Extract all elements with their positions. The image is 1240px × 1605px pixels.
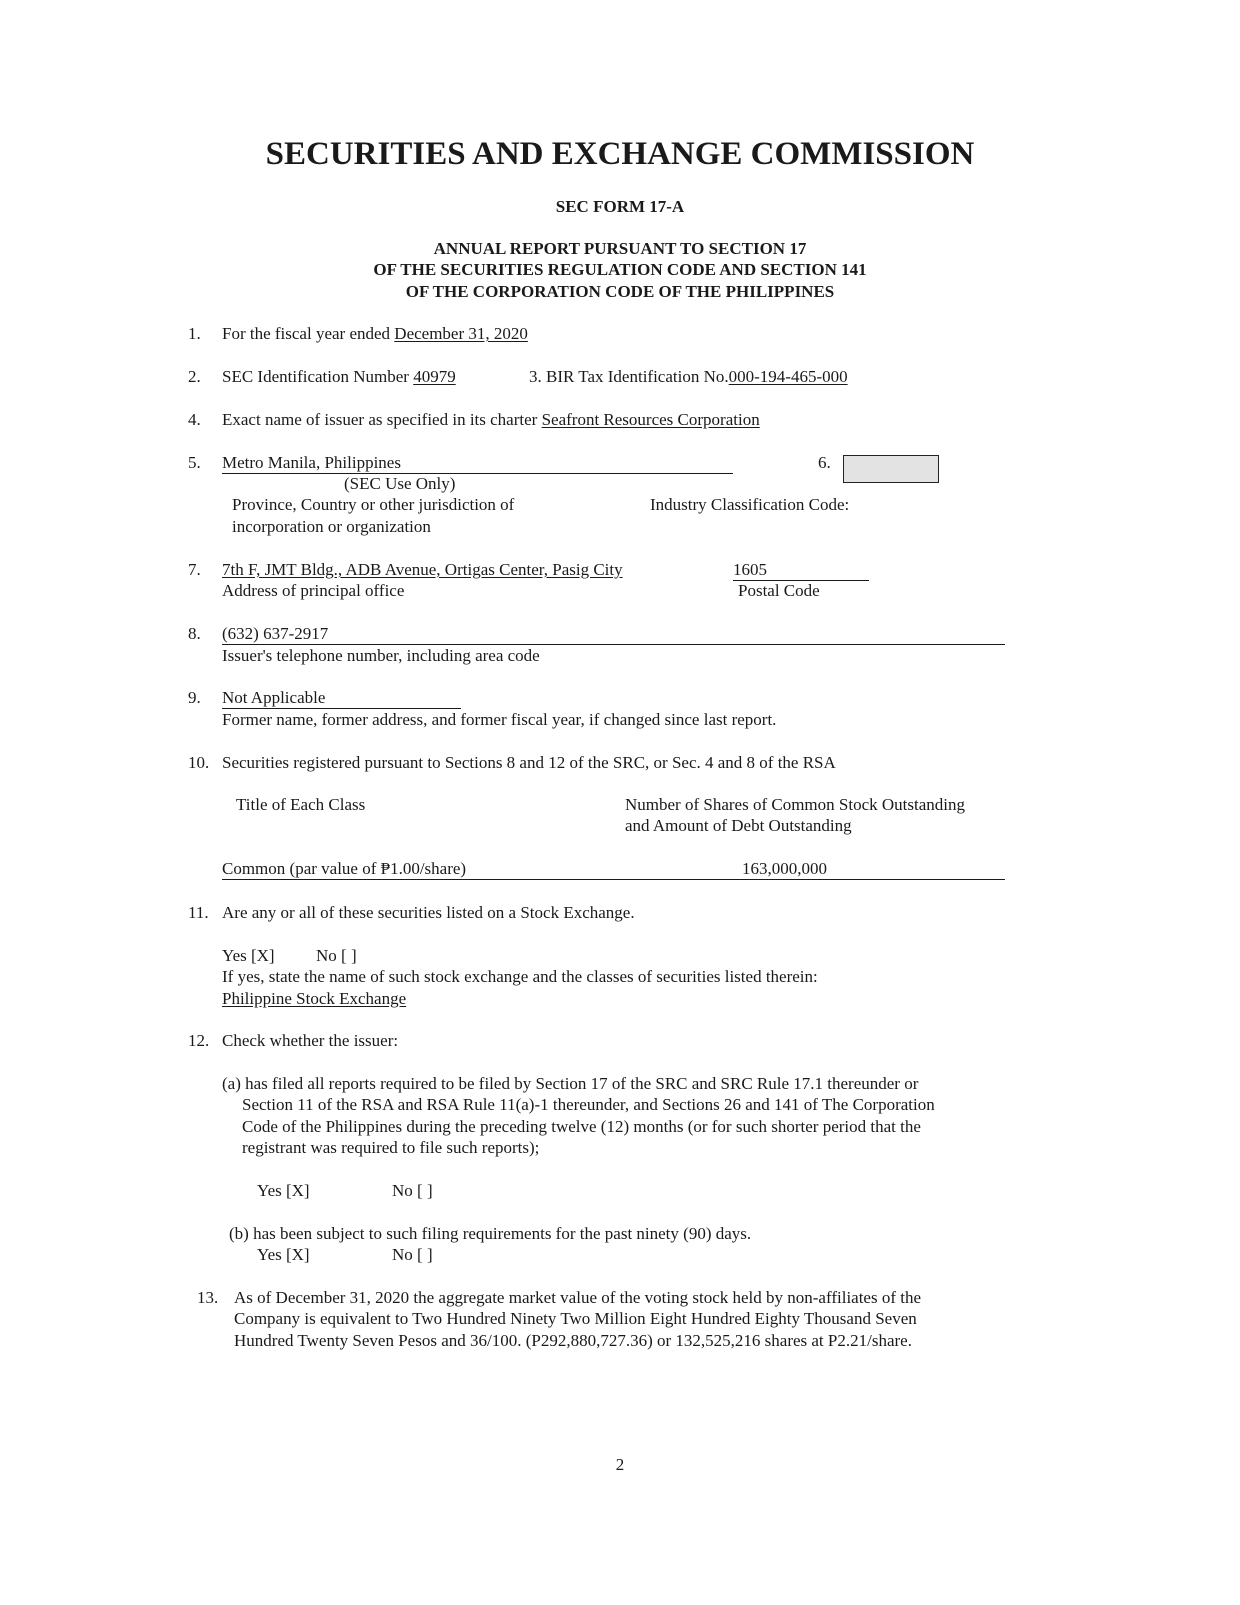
item-12a-line-1: (a) has filed all reports required to be filed by Section 17 of the SRC and SRC Rule 17.1 thereunder or	[222, 1074, 919, 1093]
listed-no-option: No [ ]	[316, 946, 357, 965]
item-6-number: 6.	[818, 453, 831, 472]
jurisdiction-caption-line-1: Province, Country or other jurisdiction of	[232, 495, 515, 514]
address-value: 7th F, JMT Bldg., ADB Avenue, Ortigas Center, Pasig City	[222, 560, 623, 579]
item-12a-line-4: registrant was required to file such reports);	[242, 1138, 540, 1157]
column-header-class: Title of Each Class	[236, 795, 366, 814]
page-title: SECURITIES AND EXCHANGE COMMISSION	[265, 136, 975, 172]
item-12-number: 12.	[188, 1031, 210, 1050]
item-7-number: 7.	[188, 560, 201, 579]
bir-tin-value: 000-194-465-000	[728, 367, 848, 386]
shares-outstanding-value: 163,000,000	[742, 859, 827, 878]
former-name-value: Not Applicable	[222, 688, 326, 707]
sec-id-label: SEC Identification Number	[222, 367, 414, 386]
item-1-text	[222, 323, 528, 345]
item-12b-yes-option: Yes [X]	[257, 1245, 310, 1264]
item-12a-line-3: Code of the Philippines during the preceding twelve (12) months (or for such shorter period that the	[242, 1117, 921, 1136]
form-name: SEC FORM 17-A	[555, 197, 685, 216]
listed-yes-option: Yes [X]	[222, 946, 275, 965]
address-caption: Address of principal office	[222, 581, 405, 600]
sec-use-only-box	[843, 455, 939, 483]
item-1-number: 1.	[188, 324, 201, 343]
item-11-number: 11.	[188, 903, 209, 922]
securities-row-underline	[222, 879, 1005, 880]
item-2-number: 2.	[188, 367, 201, 386]
securities-registered-text: Securities registered pursuant to Sections 8 and 12 of the SRC, or Sec. 4 and 8 of the RSA	[222, 753, 836, 772]
item-12a-yes-option: Yes [X]	[257, 1181, 310, 1200]
subtitle-line-1: ANNUAL REPORT PURSUANT TO SECTION 17	[433, 239, 807, 258]
telephone-value: (632) 637-2917	[222, 624, 329, 643]
market-value-line-2: Company is equivalent to Two Hundred Ninety Two Million Eight Hundred Eighty Thousand Seven	[234, 1309, 917, 1328]
sec-id-value: 40979	[413, 367, 456, 386]
issuer-name-label: Exact name of issuer as specified in its charter	[222, 410, 542, 429]
exchange-instruction: If yes, state the name of such stock exchange and the classes of securities listed therein:	[222, 967, 818, 986]
item-9-number: 9.	[188, 688, 201, 707]
industry-code-caption: Industry Classification Code:	[650, 495, 850, 514]
bir-tin-label: 3. BIR Tax Identification No.	[529, 367, 729, 386]
fiscal-year-label: For the fiscal year ended	[222, 324, 395, 343]
listed-question: Are any or all of these securities listed on a Stock Exchange.	[222, 903, 635, 922]
item-10-number: 10.	[188, 753, 210, 772]
item-4-text	[222, 409, 760, 431]
jurisdiction-caption-line-2: incorporation or organization	[232, 517, 431, 536]
subtitle-line-3: OF THE CORPORATION CODE OF THE PHILIPPINES	[405, 282, 835, 301]
stock-exchange-name: Philippine Stock Exchange	[222, 989, 407, 1008]
jurisdiction-value: Metro Manila, Philippines	[222, 453, 401, 472]
market-value-line-3: Hundred Twenty Seven Pesos and 36/100. (P292,880,727.36) or 132,525,216 shares at P2.21/share.	[234, 1331, 912, 1350]
telephone-caption: Issuer's telephone number, including area code	[222, 646, 540, 665]
item-5-number: 5.	[188, 453, 201, 472]
former-name-caption: Former name, former address, and former fiscal year, if changed since last report.	[222, 710, 777, 729]
security-class-value: Common (par value of ₱1.00/share)	[222, 859, 467, 878]
item-12b-no-option: No [ ]	[392, 1245, 433, 1264]
item-2-text	[222, 366, 456, 388]
item-4-number: 4.	[188, 410, 201, 429]
item-8-number: 8.	[188, 624, 201, 643]
market-value-line-1: As of December 31, 2020 the aggregate market value of the voting stock held by non-affiliates of the	[234, 1288, 922, 1307]
check-issuer-text: Check whether the issuer:	[222, 1031, 399, 1050]
item-13-number: 13.	[197, 1288, 219, 1307]
fiscal-year-value: December 31, 2020	[394, 324, 528, 343]
jurisdiction-underline	[222, 473, 733, 474]
column-header-shares-line-1: Number of Shares of Common Stock Outstanding	[625, 795, 965, 814]
issuer-name-value: Seafront Resources Corporation	[541, 410, 760, 429]
sec-use-only-caption: (SEC Use Only)	[344, 474, 456, 493]
page-number: 2	[615, 1455, 625, 1474]
postal-code-caption: Postal Code	[738, 581, 820, 600]
item-3-text	[529, 366, 848, 388]
item-12a-no-option: No [ ]	[392, 1181, 433, 1200]
column-header-shares-line-2: and Amount of Debt Outstanding	[625, 816, 852, 835]
subtitle-line-2: OF THE SECURITIES REGULATION CODE AND SECTION 141	[373, 260, 867, 279]
postal-code-value: 1605	[733, 560, 767, 579]
item-12a-line-2: Section 11 of the RSA and RSA Rule 11(a)-1 thereunder, and Sections 26 and 141 of The Corporation	[242, 1095, 935, 1114]
item-12b-line: (b) has been subject to such filing requirements for the past ninety (90) days.	[229, 1224, 752, 1243]
